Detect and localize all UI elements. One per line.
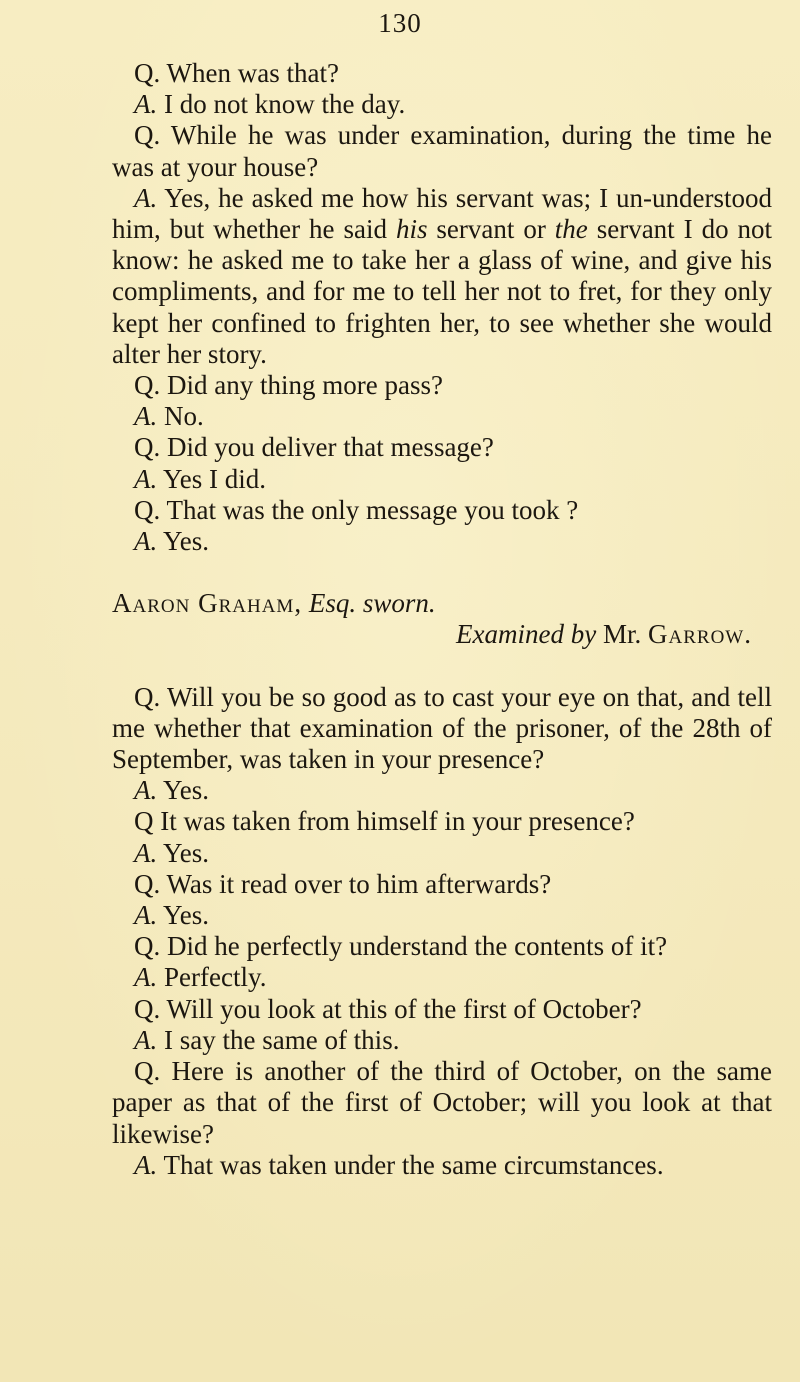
speaker-label: Q. [134,993,161,1024]
witness-title: Esq. [308,588,357,619]
witness-status: sworn. [362,588,436,619]
exchange-text: servant I do not know: he asked me to take her a glass of wine, and give his compliments, and for me to tell her not to fret, for they only kept her confined to frighten her, to see whether she would alter her story. [112,214,773,369]
exchange-question [112,931,772,962]
exchange-text: That was the only message you took ? [166,494,579,525]
exchange-answer [112,962,772,993]
exchange-answer [112,1025,772,1056]
speaker-label: Q. [134,494,161,525]
exchange-question [112,120,772,182]
speaker-label: A. [134,962,158,993]
speaker-label: Q. [134,370,161,401]
exchange-text: It was taken from himself in your presence? [160,806,635,837]
page-text [112,58,772,1181]
exchange-text: Yes. [163,526,210,557]
examiner-prefix: Mr. [603,619,642,650]
exchange-text: I say the same of this. [164,1024,400,1055]
exchange-question [112,994,772,1025]
witness-name: Aaron Graham, [112,588,303,619]
exchange-question [112,58,772,89]
exchange-answer [112,401,772,432]
section-spacer [112,557,772,588]
exchange-answer [112,775,772,806]
exchange-answer [112,1150,772,1181]
exchange-question [112,495,772,526]
exchange-text: Did you deliver that message? [167,432,494,463]
speaker-label: A. [134,900,158,931]
exchange-question [112,1056,772,1150]
examined-by-label: Examined by [456,619,597,650]
speaker-label: Q. [134,681,161,712]
speaker-label: Q. [134,868,161,899]
exchange-question [112,869,772,900]
speaker-label: Q. [134,931,161,962]
exchange-answer [112,183,772,370]
speaker-label: A. [134,89,158,120]
speaker-label: Q. [134,120,161,151]
witness-heading [112,588,772,619]
speaker-label: A. [134,401,158,432]
examined-by-line [112,619,772,650]
emphasis-word: the [554,214,588,245]
speaker-label: A. [134,1024,158,1055]
speaker-label: A. [134,1149,158,1180]
exchange-text: Yes. [163,900,210,931]
exchange-text: Here is another of the third of October, on the same paper as that of the first of October; will you look at that likewise? [112,1056,773,1149]
exchange-text: Did he perfectly understand the contents of it? [167,931,668,962]
speaker-label: Q. [134,432,161,463]
exchange-text: Yes I did. [163,463,267,494]
exchange-text: Perfectly. [164,962,267,993]
section-spacer [112,651,772,682]
exchange-text: Yes. [163,775,210,806]
exchange-text: Will you look at this of the first of October? [166,993,642,1024]
speaker-label: Q. [134,58,161,88]
exchange-text: That was taken under the same circumstances. [163,1149,664,1180]
exchange-answer [112,838,772,869]
exchange-answer [112,526,772,557]
page-number: 130 [378,8,422,38]
exchange-text: Will you be so good as to cast your eye on that, and tell me whether that examination of the prisoner, of the 28th of September, was taken in your presence? [112,681,772,775]
exchange-text: Was it read over to him afterwards? [166,868,552,899]
exchange-text: Yes. [163,837,210,868]
speaker-label: Q [134,806,154,837]
exchange-question [112,370,772,401]
exchange-text: Did any thing more pass? [167,370,443,401]
exchange-text: No. [164,401,204,432]
speaker-label: Q. [134,1056,161,1087]
exchange-answer [112,89,772,120]
exchange-answer [112,900,772,931]
exchange-question [112,806,772,837]
speaker-label: A. [134,526,158,557]
exchange-question [112,432,772,463]
exchange-text: I do not know the day. [164,89,406,120]
exchange-text: When was that? [166,58,339,88]
exchange-question [112,682,772,776]
speaker-label: A. [134,775,158,806]
exchange-text: servant or [436,214,546,245]
exchange-text: While he was under examination, during the time he was at your house? [112,120,773,182]
exchange-text: Yes, he asked me how his servant was; I un-understood him, but whether he said [112,182,772,245]
speaker-label: A. [134,463,158,494]
speaker-label: A. [134,837,158,868]
speaker-label: A. [134,182,158,213]
examiner-name: Garrow. [648,619,752,650]
emphasis-word: his [395,214,428,245]
exchange-answer [112,464,772,495]
